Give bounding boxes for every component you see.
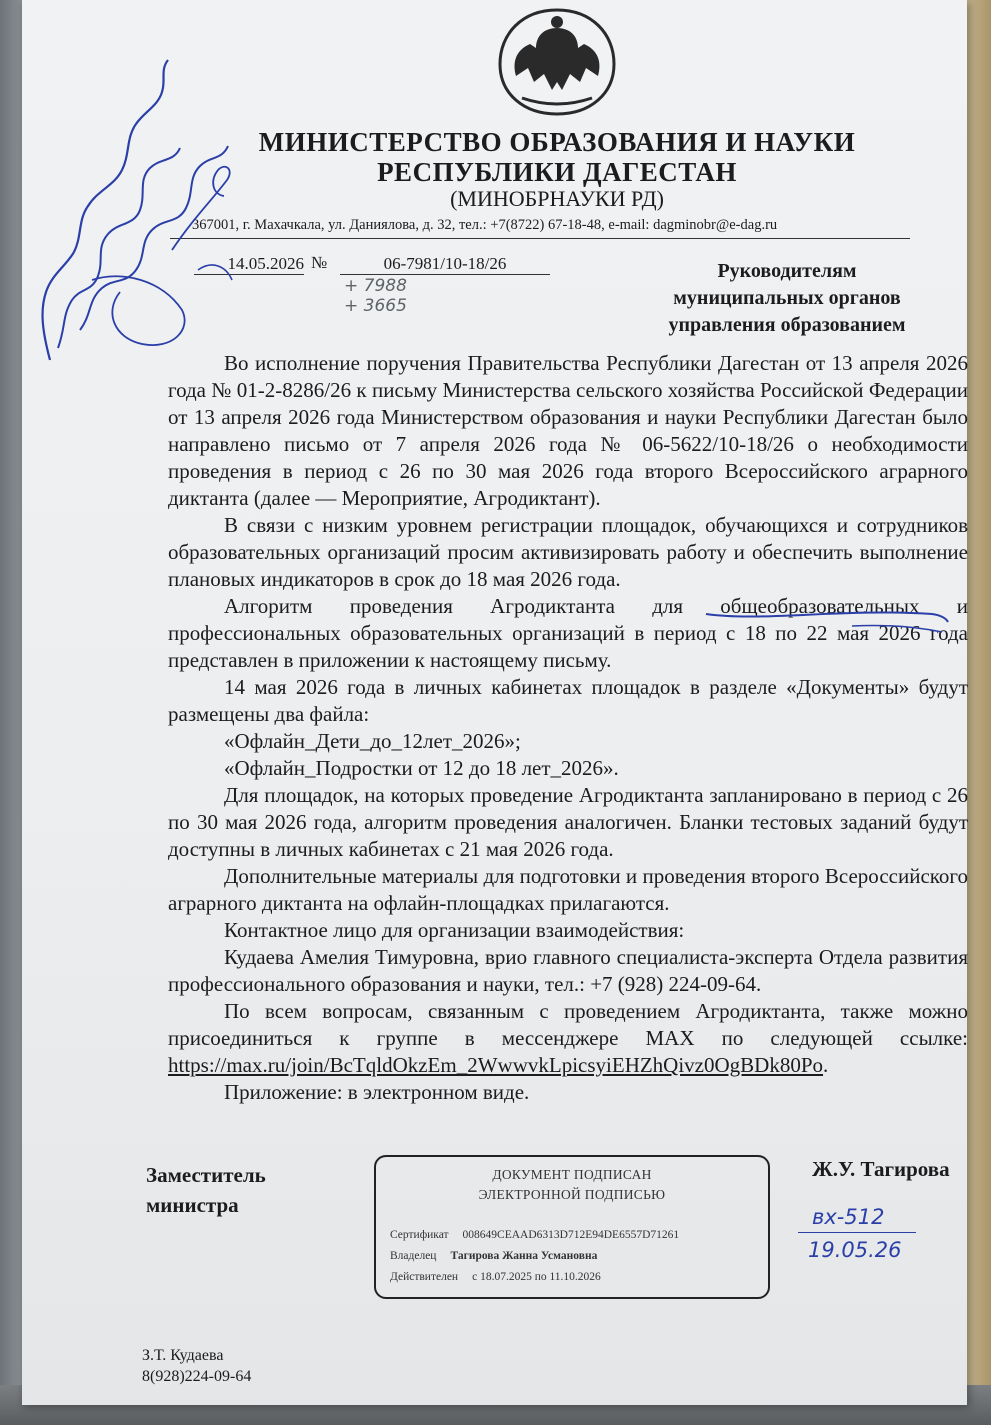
signatory-position — [146, 1160, 266, 1220]
paragraph-contact-person: Кудаева Амелия Тимуровна, врио главного специалиста-эксперта Отдела развития профессионального образования и науки, тел.: +7 (928) 224-09-64. — [168, 945, 968, 996]
messenger-text: По всем вопросам, связанным с проведением Агродиктанта, также можно присоединиться к группе в мессенджере MAX по следующей ссылке: — [168, 999, 968, 1050]
recipient-line1: Руководителям — [717, 260, 857, 282]
registration-number: 06-7981/10-18/26 — [340, 254, 550, 275]
stamp-valid-value: с 18.07.2025 по 11.10.2026 — [472, 1271, 601, 1283]
incoming-date: 19.05.26 — [808, 1238, 902, 1262]
handwritten-underline — [702, 604, 952, 634]
paragraph-2: В связи с низким уровнем регистрации площадок, обучающихся и сотрудников образовательных организаций просим активизировать работу и обеспечить выполнение плановых индикаторов в срок до 18 мая 2026 года. — [168, 513, 968, 591]
stamp-owner-row — [390, 1250, 597, 1262]
paragraph-attachment: Приложение: в электронном виде. — [224, 1080, 530, 1104]
stamp-valid-label: Действителен — [390, 1271, 459, 1283]
letter-body — [168, 350, 968, 1106]
signer-name: Ж.У. Тагирова — [812, 1157, 950, 1181]
recipient-block — [622, 258, 952, 339]
paragraph-8: Дополнительные материалы для подготовки и проведения второго Всероссийского аграрного диктанта на офлайн-площадках прилагаются. — [168, 864, 968, 915]
handwritten-number-1: + 7988 — [344, 276, 407, 296]
author-phone: 8(928)224-09-64 — [142, 1368, 252, 1385]
stamp-title-line1: ДОКУМЕНТ ПОДПИСАН — [492, 1167, 652, 1182]
paragraph-file-2: «Офлайн_Подростки от 12 до 18 лет_2026». — [224, 756, 619, 780]
stamp-cert-label: Сертификат — [390, 1229, 449, 1241]
stamp-cert-value: 008649CEAAD6313D712E94DE6557D71261 — [462, 1229, 680, 1241]
paragraph-4: 14 мая 2026 года в личных кабинетах площадок в разделе «Документы» будут размещены два файла: — [168, 675, 968, 726]
document-author — [142, 1345, 251, 1387]
recipient-line3: управления образованием — [668, 314, 906, 336]
paragraph-file-1: «Офлайн_Дети_до_12лет_2026»; — [224, 729, 521, 753]
position-line2: министра — [146, 1193, 239, 1217]
stamp-certificate-row — [390, 1229, 679, 1241]
ministry-name-line2: РЕСПУБЛИКИ ДАГЕСТАН — [377, 157, 737, 187]
header-divider — [170, 238, 910, 239]
incoming-number: вх-512 — [812, 1205, 885, 1229]
ministry-name-line1: МИНИСТЕРСТВО ОБРАЗОВАНИЯ И НАУКИ — [258, 127, 856, 157]
messenger-link[interactable]: https://max.ru/join/BcTqldOkzEm_2WwwvkLpicsyiEHZhQivz0OgBDk80Po — [168, 1053, 824, 1077]
emblem-icon — [482, 6, 632, 118]
stamp-valid-row — [390, 1271, 601, 1283]
stamp-owner-label: Владелец — [390, 1250, 437, 1262]
author-name: З.Т. Кудаева — [142, 1347, 224, 1364]
stamp-title-line2: ЭЛЕКТРОННОЙ ПОДПИСЬЮ — [478, 1187, 666, 1202]
paragraph-contact-label: Контактное лицо для организации взаимодействия: — [224, 918, 685, 942]
recipient-line2: муниципальных органов — [673, 287, 901, 309]
handwritten-number-2: + 3665 — [344, 296, 407, 316]
paragraph-1: Во исполнение поручения Правительства Республики Дагестан от 13 апреля 2026 года № 01-2-8286/26 к письму Министерства сельского хозяйства Российской Федерации от 13 апреля 2026 года Министерством образования и науки Республики Дагестан было направлено письмо от 7 апреля 2026 года № 06-5622/10-18/26 о необходимости проведения в период с 26 по 30 мая 2026 года второго Всероссийского аграрного диктанта (далее — Мероприятие, Агродиктант). — [168, 351, 968, 510]
paragraph-7: Для площадок, на которых проведение Агродиктанта запланировано в период с 26 по 30 мая 2026 года, алгоритм проведения аналогичен. Бланки тестовых заданий будут доступны в личных кабинетах с 21 мая 2026 года. — [168, 783, 968, 861]
handwritten-resolution — [22, 30, 252, 390]
position-line1: Заместитель — [146, 1163, 266, 1187]
ministry-address: 367001, г. Махачкала, ул. Даниялова, д. 32, тел.: +7(8722) 67-18-48, e-mail: dagminobr@e-dag.ru — [192, 217, 778, 233]
electronic-signature-stamp — [374, 1155, 770, 1299]
letter-page — [22, 0, 967, 1405]
ministry-short-name: (МИНОБРНАУКИ РД) — [450, 186, 664, 211]
registration-date: 14.05.2026 — [194, 254, 304, 275]
incoming-divider — [798, 1232, 916, 1233]
paragraph-messenger: По всем вопросам, связанным с проведением Агродиктанта, также можно присоединиться к группе в мессенджере MAX по следующей ссылке: https://max.ru/join/BcTqldOkzEm_2WwwvkLpicsyiEHZhQivz0OgBDk80Po. — [168, 999, 968, 1077]
paragraph-3: Алгоритм проведения Агродиктанта для общеобразовательных и профессиональных образовательных организаций в период с 18 по 22 мая 2026 года представлен в приложении к настоящему письму. — [168, 594, 968, 672]
registration-number-label: № — [311, 253, 328, 272]
stamp-owner-value: Тагирова Жанна Усмановна — [450, 1250, 598, 1262]
